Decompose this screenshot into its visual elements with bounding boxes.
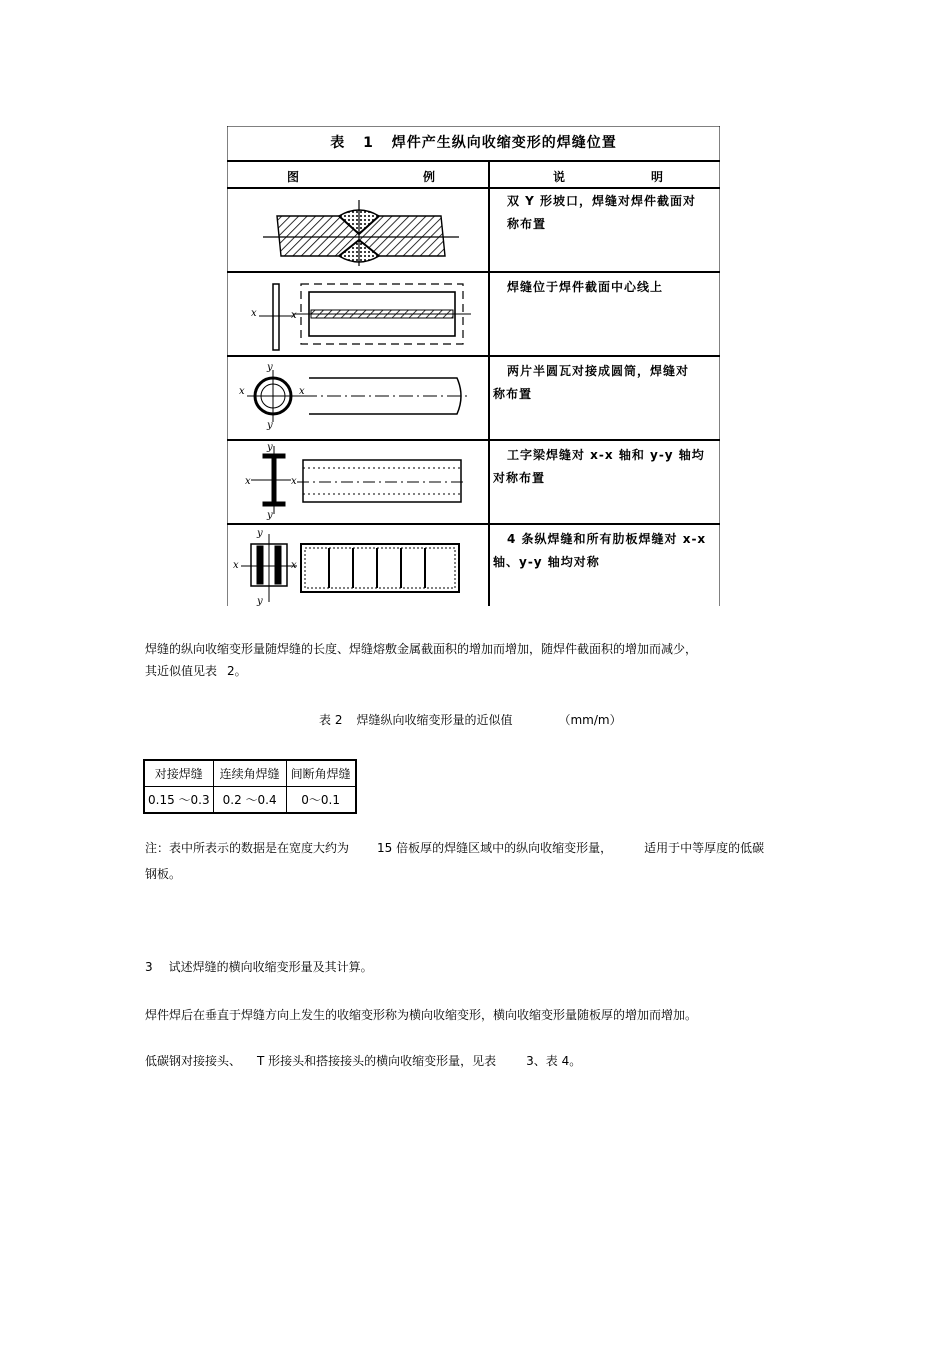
paragraph-3-text-2: T 形接头和搭接接头的横向收缩变形量，见表 [257,1054,497,1068]
desc-line: 称布置 [493,387,533,401]
table1-title-text: 焊件产生纵向收缩变形的焊缝位置 [391,135,617,151]
table2-value-cell: 0～0.1 [286,787,356,814]
table2-header-cell: 对接焊缝 [144,760,213,787]
note-line-1 [145,837,764,859]
note-text-1: 注：表中所表示的数据是在宽度大约为 [145,841,350,855]
table2 [143,759,357,814]
table1-title [227,126,720,160]
desc-line: 4 条纵焊缝和所有肋板焊缝对 x-x [507,532,707,546]
table2-header-cell: 连续角焊缝 [213,760,286,787]
paragraph-1 [145,638,697,682]
section-number: 3 [145,960,153,974]
axis-label-x: x [245,476,251,487]
table2-value-row [144,787,356,814]
paragraph-1-line-1: 焊缝的纵向收缩变形量随焊缝的长度、焊缝熔敷金属截面积的增加而增加，随焊件截面积的增加而减少， [145,642,698,656]
desc-line: 工字梁焊缝对 x-x 轴和 y-y 轴均 [507,448,705,462]
table2-caption-unit: （mm/m） [558,713,622,727]
axis-label-x: x [291,476,297,487]
table1-figure [227,126,720,606]
desc-line: 两片半圆瓦对接成圆筒，焊缝对 [507,364,690,378]
axis-label-x: x [299,386,305,397]
desc-line: 称布置 [507,217,547,231]
paragraph-1-text: 其近似值见表 [145,664,218,678]
table2-caption [319,711,622,728]
axis-label-y: y [257,528,263,539]
axis-label-y: y [267,510,273,521]
axis-label-x: x [233,560,239,571]
row1-weld-drawing [263,200,459,266]
table1-title-prefix: 表 [330,135,346,151]
table1-header-left-2: 例 [423,170,436,184]
section-title: 试述焊缝的横向收缩变形量及其计算。 [168,960,373,974]
table1-header-right-2: 明 [651,170,664,184]
table2-caption-title: 焊缝纵向收缩变形量的近似值 [356,713,513,727]
paragraph-1-line-2 [145,660,697,682]
row3-weld-drawing [247,370,467,422]
table1-row3-desc [493,360,735,406]
desc-line: 焊缝位于焊件截面中心线上 [507,280,664,294]
table1-header-right-1: 说 [553,170,566,184]
row5-weld-drawing [241,534,459,602]
note-text-2: 15 倍板厚的焊缝区域中的纵向收缩变形量， [377,841,613,855]
desc-line: 轴、y-y 轴均对称 [493,555,600,569]
paragraph-1-ref: 2。 [227,664,247,678]
table1-title-number: 1 [363,135,374,151]
paragraph-3-text-3: 3、表 4。 [526,1054,582,1068]
table1-header-left-1: 图 [287,170,300,184]
table2-caption-number: 表 2 [319,713,343,727]
table2-header-cell: 间断角焊缝 [286,760,356,787]
axis-label-x: x [291,560,297,571]
paragraph-2: 焊件焊后在垂直于焊缝方向上发生的收缩变形称为横向收缩变形，横向收缩变形量随板厚的增加而增加。 [145,1008,698,1022]
axis-label-x: x [239,386,245,397]
table2-value-cell: 0.2 ～0.4 [213,787,286,814]
desc-line: 双 Y 形坡口，焊缝对焊件截面对 [507,194,697,208]
axis-label-x: x [291,310,297,321]
axis-label-y: y [267,442,273,453]
table1-row4-desc [493,444,735,490]
paragraph-3 [145,1050,581,1072]
note-line-2: 钢板。 [145,867,182,881]
table1-row5-desc [493,528,735,574]
paragraph-3-text-1: 低碳钢对接接头、 [145,1054,242,1068]
table1-row1-desc [507,190,735,236]
table2-header-row [144,760,356,787]
note-text-3: 适用于中等厚度的低碳 [644,841,765,855]
axis-label-y: y [267,362,273,373]
axis-label-y: y [267,420,273,431]
axis-label-x: x [251,308,257,319]
table1-row2-desc [507,276,735,299]
desc-line: 对称布置 [493,471,546,485]
axis-label-y: y [257,596,263,606]
note [145,837,764,885]
table2-value-cell: 0.15 ～0.3 [144,787,213,814]
section-3-heading [145,956,373,978]
row4-weld-drawing [251,446,467,514]
